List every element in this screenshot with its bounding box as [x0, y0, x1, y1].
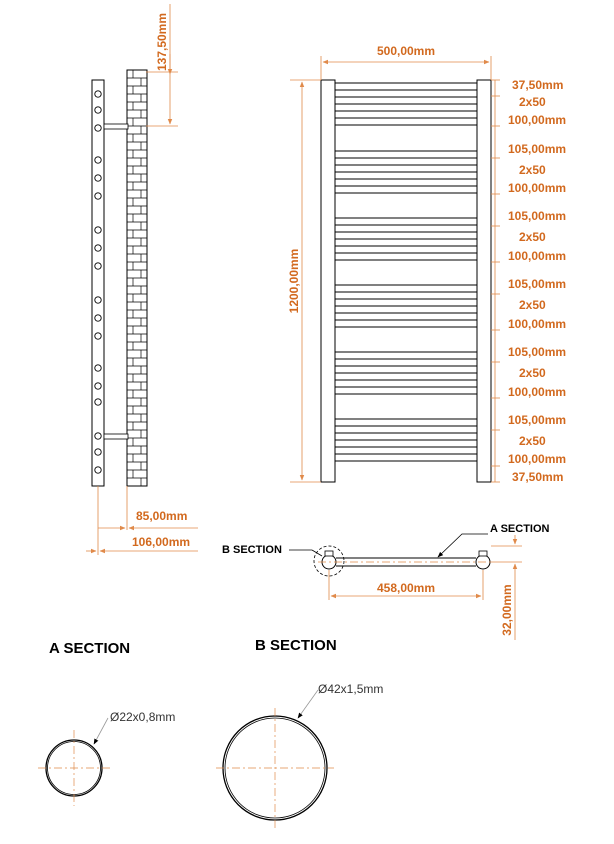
side-view [86, 4, 198, 555]
right-dim-16: 105,00mm [508, 413, 567, 427]
right-dim-9: 100,00mm [508, 249, 567, 263]
rail-hole [95, 365, 101, 371]
section-a [38, 640, 175, 806]
right-dim-8: 2x50 [519, 230, 546, 244]
section-b-title: B SECTION [255, 637, 337, 654]
left-collector-pipe [321, 80, 335, 482]
right-dim-6: 100,00mm [508, 181, 567, 195]
right-dim-13: 105,00mm [508, 345, 567, 359]
top-center-distance-dim: 458,00mm [376, 581, 436, 595]
side-rail [92, 80, 104, 486]
right-dim-5: 2x50 [519, 163, 546, 177]
rail-hole [95, 297, 101, 303]
right-dim-17: 2x50 [519, 434, 546, 448]
rail-hole [95, 227, 101, 233]
right-dim-3: 100,00mm [508, 113, 567, 127]
rail-hole [95, 91, 101, 97]
right-dimension-labels [508, 78, 566, 484]
right-dim-2: 2x50 [519, 95, 546, 109]
rail-hole [95, 383, 101, 389]
wall-brackets [104, 124, 128, 439]
top-view [222, 523, 550, 640]
rail-hole [95, 193, 101, 199]
rail-hole [95, 433, 101, 439]
right-dim-14: 2x50 [519, 366, 546, 380]
rail-hole [95, 399, 101, 405]
section-a-pipe-dim: Ø22x0,8mm [110, 710, 176, 724]
right-dim-12: 100,00mm [508, 317, 567, 331]
front-view [287, 44, 566, 484]
right-dim-19: 37,50mm [512, 470, 564, 484]
right-dim-15: 100,00mm [508, 385, 567, 399]
brick-wall [127, 70, 147, 486]
rail-hole [95, 315, 101, 321]
rail-hole [95, 125, 101, 131]
section-a-title: A SECTION [49, 640, 131, 657]
towel-bars [335, 83, 477, 461]
side-top-offset-dim: 137,50mm [155, 12, 169, 72]
front-width-dim: 500,00mm [376, 44, 436, 58]
top-offset-dim: 32,00mm [500, 584, 514, 636]
rail-hole [95, 107, 101, 113]
rail-hole [95, 333, 101, 339]
right-dim-7: 105,00mm [508, 209, 567, 223]
right-dim-4: 105,00mm [508, 142, 567, 156]
right-dim-1: 37,50mm [512, 78, 564, 92]
right-dimension-ticks [491, 80, 500, 482]
section-b-pipe-dim: Ø42x1,5mm [318, 682, 384, 696]
side-depth-outer-dim: 106,00mm [132, 535, 191, 549]
right-dim-11: 2x50 [519, 298, 546, 312]
right-dim-18: 100,00mm [508, 452, 567, 466]
top-a-section-label: A SECTION [490, 523, 550, 535]
rail-hole [95, 467, 101, 473]
section-b [216, 637, 383, 828]
rail-hole [95, 449, 101, 455]
front-height-dim: 1200,00mm [287, 248, 301, 314]
rail-hole [95, 175, 101, 181]
side-depth-inner-dim: 85,00mm [136, 509, 188, 523]
right-collector-pipe [477, 80, 491, 482]
rail-hole [95, 263, 101, 269]
right-dim-10: 105,00mm [508, 277, 567, 291]
rail-hole [95, 245, 101, 251]
top-b-section-label: B SECTION [222, 544, 282, 556]
rail-hole [95, 157, 101, 163]
